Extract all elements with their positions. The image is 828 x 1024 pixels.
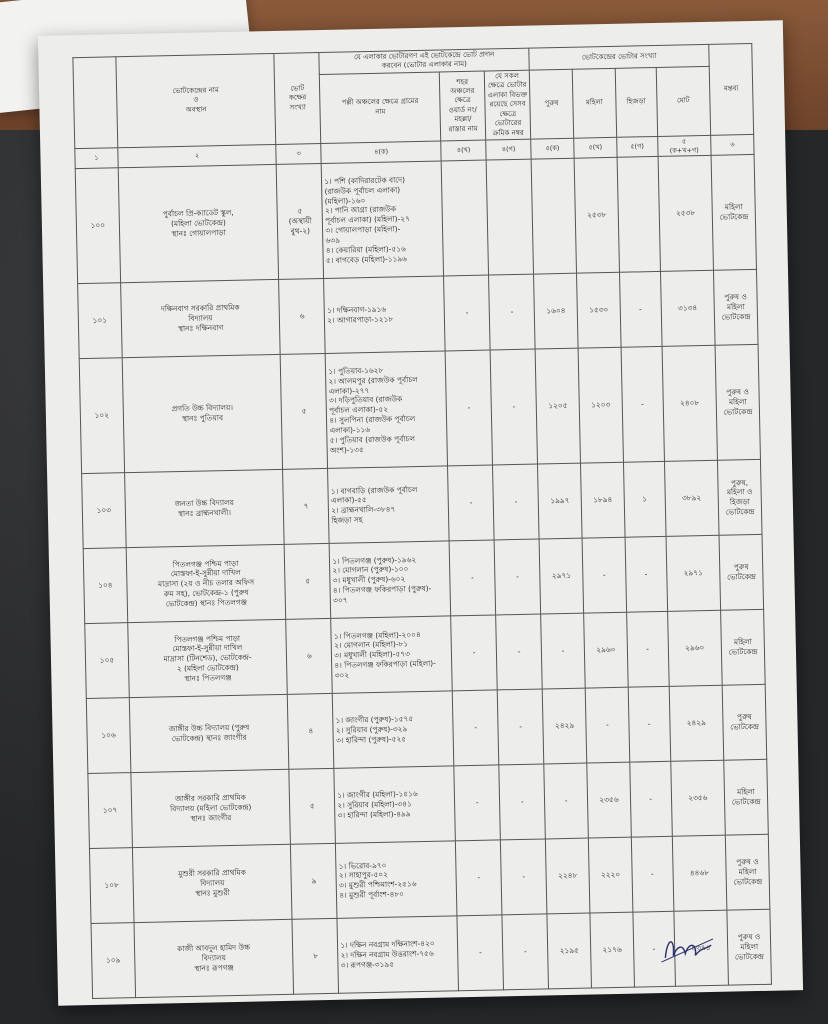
- row-other: -: [490, 350, 537, 466]
- row-hijra: -: [631, 837, 673, 913]
- row-female: ১৫৩০: [577, 273, 621, 349]
- polling-station-table: [72, 43, 772, 1000]
- row-female: ২৩৫৬: [587, 763, 631, 839]
- row-center-name: পিতলগঞ্জ পশ্চিম পাড়া মোস্তফা-ই-সুন্নীয়া দাখিল মাদ্রাসা (টিনশেড), ভোটকেন্দ্র- ২ (মহিলা ভোটকেন্দ্র) স্থানঃ পিতলগঞ্জ: [128, 620, 288, 698]
- header-male: পুরুষ: [529, 69, 573, 139]
- row-total: ৩৮৯২: [664, 461, 719, 537]
- row-female: ২৯৬০: [584, 613, 628, 689]
- table-row: [86, 685, 766, 774]
- row-remarks: পুরুষ ভোটকেন্দ্র: [719, 535, 763, 611]
- row-remarks: পুরুষ ভোটকেন্দ্র: [722, 685, 766, 761]
- header-hijra: হিজড়া: [615, 67, 657, 137]
- row-urban: -: [452, 690, 499, 766]
- col-number: ১: [75, 148, 118, 169]
- col-number: ৩: [276, 143, 321, 164]
- row-villages: ১। দক্ষিনবাগ-১৯১৬ ২। আগারপাড়া-১২১৮: [324, 276, 445, 353]
- row-remarks: পুরুষ ও মহিলা ভোটকেন্দ্র: [725, 835, 769, 911]
- table-row: [79, 345, 760, 474]
- row-total: ২৯৬০: [667, 611, 722, 687]
- header-remarks: মন্তব্য: [709, 43, 754, 135]
- row-villages: ১। জাংগীর (পুরুষ)-১৫৭৫ ২। সুরিয়াব (পুরুষ)-৩২৯ ৩। হারিন্দা (পুরুষ)-৫২৫: [333, 691, 454, 768]
- row-serial: ১০৫: [85, 623, 129, 699]
- header-rural: পল্লী অঞ্চলের ক্ষেত্রে গ্রামের নাম: [320, 72, 441, 144]
- row-hijra: -: [619, 272, 661, 348]
- row-serial: ১০৭: [88, 773, 132, 849]
- row-female: ২৫৩৮: [574, 158, 619, 274]
- row-center-name: দক্ষিনবাগ সরকারি প্রাথমিক বিদ্যালয় স্থানঃ দক্ষিনবাগ: [120, 280, 280, 358]
- row-villages: ১। বাগবাড়ি (রাজউক পূর্বাচল এলাকা)-৫৫ ২। ব্রাহ্মনখালি-৩৮৪৭ হিজড়া সহ: [328, 466, 449, 543]
- header-area-group: যে এলাকার ভোটারগণ এই ভোটকেন্দ্রে ভোট প্রদান করবেন (ভোটার এলাকার নাম): [319, 48, 529, 74]
- row-center-name: প্রগতি উচ্চ বিদ্যালয়। স্থানঃ পুতিয়াব: [122, 355, 283, 473]
- row-serial: ১০৯: [91, 923, 135, 999]
- row-center-name: জনতা উচ্চ বিদ্যালয় স্থানঃ ব্রাহ্মনখালী।: [124, 470, 284, 548]
- row-serial: ১০১: [78, 283, 122, 359]
- row-urban: -: [451, 615, 498, 691]
- row-male: ২১৯৫: [547, 914, 591, 990]
- row-booth-count: ৬: [286, 619, 333, 695]
- col-number: ৪(গ): [486, 139, 531, 160]
- row-male: ২৪২৯: [542, 689, 586, 765]
- row-other: -: [493, 465, 540, 541]
- row-male: [531, 159, 576, 275]
- row-booth-count: ৫ (অস্থায়ী বুথ-২): [276, 164, 323, 280]
- row-male: ২৯৭১: [539, 539, 583, 615]
- row-urban: -: [454, 765, 501, 841]
- row-urban: -: [444, 275, 491, 351]
- row-male: -: [544, 764, 588, 840]
- row-female: -: [582, 538, 626, 614]
- row-urban: [441, 161, 488, 277]
- col-number: ২: [118, 144, 277, 168]
- header-female: মহিলা: [572, 68, 616, 138]
- row-hijra: -: [626, 612, 668, 688]
- row-urban: -: [448, 465, 495, 541]
- row-serial: ১০৩: [82, 473, 126, 549]
- header-center-name: ভোটকেন্দ্রের নাম ও অবস্থান: [116, 53, 276, 147]
- row-other: -: [496, 614, 543, 690]
- row-female: ১৮৯৪: [581, 463, 625, 539]
- row-villages: ১। ভিরোব-৯৭০ ২। সাহাপুর-৫০২ ৩। মুশুরী পশ্চিমাংশ-২৫১৬ ৪। মুশুরী পূর্বাংশ-৪৮০: [336, 841, 457, 918]
- row-male: ১৬০৪: [534, 274, 578, 350]
- table-row: [88, 760, 768, 849]
- table-row: [75, 155, 756, 284]
- row-female: ১২০৩: [578, 348, 623, 464]
- row-total: ২৫৩৮: [658, 156, 714, 272]
- header-other: যে সকল ক্ষেত্রে ভোটার এলাকা বিভক্ত রয়েছে সেসব ক্ষেত্রে ভোটারের ক্রমিক নম্বর: [484, 70, 530, 140]
- row-hijra: -: [621, 347, 664, 463]
- header-serial: [73, 57, 118, 149]
- table-row: [78, 270, 758, 359]
- row-total: ৩১৩৪: [660, 271, 715, 347]
- row-hijra: -: [630, 762, 672, 838]
- row-villages: ১। পশি (কাদিরারটেক বাদে) (রাজউক পূর্বাচল এলাকা) (মহিলা)-১৬০ ২। পানি আগ্রা (রাজউক পূর্বাচল এলাকা) (মহিলা)-২৭ ৩। গোয়ালপাড়া (মহিলা)- ৬৩৯ ৪। কেয়ারিয়া (মহিলা)-৫১৬ ৫। বাগবেড় (মহিলা)-১১৯৬: [321, 161, 443, 278]
- row-total: ২৩৫৬: [670, 761, 725, 837]
- row-booth-count: ৫: [280, 354, 327, 470]
- row-male: ২২৪৮: [546, 839, 590, 915]
- row-hijra: -: [633, 912, 675, 988]
- row-remarks: মহিলা ভোটকেন্দ্র: [724, 760, 768, 836]
- row-urban: -: [449, 540, 496, 616]
- row-booth-count: ৮: [292, 919, 339, 995]
- row-booth-count: ৪: [288, 694, 335, 770]
- row-remarks: পুরুষ ও মহিলা ভোটকেন্দ্র: [715, 345, 760, 461]
- row-serial: ১০৬: [86, 698, 130, 774]
- row-villages: ১। জাংগীর (মহিলা)-১৫১৬ ২। সুরিয়াব (মহিলা)-৩৪১ ৩। হারিন্দা (মহিলা)-৪৯৯: [334, 766, 455, 843]
- row-other: -: [497, 689, 544, 765]
- header-urban: শহর অঞ্চলের ক্ষেত্রে ওয়ার্ড নং/ মহল্লা/ রাস্তার নাম: [439, 71, 485, 141]
- row-male: ১৯৯৭: [538, 464, 582, 540]
- row-remarks: পুরুষ, মহিলা ও হিজড়া ভোটকেন্দ্র: [718, 460, 762, 536]
- row-other: -: [502, 914, 549, 990]
- row-center-name: পুর্বাচল প্রি-ক্যাডেট স্কুল, (মহিলা ভোটকেন্দ্র) স্থানঃ গোয়ালপাড়া: [118, 165, 279, 283]
- table-row: [82, 460, 762, 549]
- row-female: -: [585, 688, 629, 764]
- row-hijra: -: [628, 687, 670, 763]
- col-number: ৪(খ): [441, 140, 486, 161]
- row-center-name: মুশুরী সরকারি প্রাথমিক বিদ্যালয় স্থানঃ মুশুরী: [132, 845, 292, 923]
- row-remarks: পুরুষ ও মহিলা ভোটকেন্দ্র: [727, 910, 771, 986]
- row-total: ২৪০৮: [662, 346, 718, 462]
- row-urban: -: [445, 350, 492, 466]
- col-number: ৪(ক): [321, 141, 441, 164]
- table-row: [85, 610, 765, 699]
- row-booth-count: ৬: [279, 279, 326, 355]
- row-villages: ১। পিতলগঞ্জ (পুরুষ)-১৯৬২ ২। মোগলান (পুরুষ)-১০০ ৩। মধুখালী (পুরুষ)-৬০২ ৪। পিতলগঞ্জ ফকিরপাড়া (পুরুষ)- ৩০৭: [329, 541, 450, 618]
- row-total: ২৯৭১: [666, 536, 721, 612]
- row-other: -: [501, 839, 548, 915]
- col-number: ৫ (ক+খ+গ): [657, 135, 711, 157]
- row-booth-count: ৭: [283, 469, 330, 545]
- document-sheet: [38, 20, 803, 1005]
- row-center-name: কাজী আবদুল হামিদ উচ্চ বিদ্যালয় স্থানঃ রূপগঞ্জ: [134, 920, 294, 998]
- row-female: ২১৭৬: [590, 913, 634, 989]
- handwritten-signature: [657, 927, 718, 968]
- col-number: ৫(গ): [617, 136, 658, 157]
- row-remarks: মহিলা ভোটকেন্দ্র: [711, 155, 756, 271]
- row-hijra: ১: [623, 462, 665, 538]
- table-row: [83, 535, 763, 624]
- row-other: -: [494, 539, 541, 615]
- row-urban: -: [457, 915, 504, 991]
- col-number: ৫(ক): [531, 138, 574, 159]
- row-hijra: [617, 157, 660, 273]
- header-booth-count: ভোট কক্ষের সংখ্যা: [274, 53, 321, 145]
- col-number: ৬: [711, 134, 754, 155]
- row-total: ৪৩৭১: [673, 911, 728, 987]
- row-other: -: [499, 764, 546, 840]
- row-remarks: মহিলা ভোটকেন্দ্র: [721, 610, 765, 686]
- row-other: -: [489, 275, 536, 351]
- header-voter-group: ভোটকেন্দ্রের ভোটার সংখ্যা: [529, 44, 709, 70]
- row-villages: ১। পিতলগঞ্জ (মহিলা)-২০০৪ ২। মোগলান (মহিলা)-৮১ ৩। মধুখালী (মহিলা)-৫৭৩ ৪। পিতলগঞ্জ ফকিরপাড়া (মহিলা)- ৩০২: [331, 616, 452, 693]
- row-serial: ১০৪: [83, 548, 127, 624]
- row-center-name: পিতলগঞ্জ পশ্চিম পাড়া মোস্তফা-ই-সুন্নীয়া দাখিল মাদ্রাসা (২য় ও নীচ তলার অফিস রুম সহ), ভোটকেন্দ্র-১ (পুরুষ ভোটকেন্দ্র) স্থানঃ পিতলগঞ্জ: [126, 545, 286, 623]
- row-booth-count: ৫: [289, 769, 336, 845]
- row-hijra: -: [625, 537, 667, 613]
- row-remarks: পুরুষ ও মহিলা ভোটকেন্দ্র: [714, 270, 758, 346]
- row-male: -: [541, 614, 585, 690]
- row-serial: ১০২: [79, 358, 124, 474]
- row-villages: ১। পুতিয়াব-১৬২৮ ২। আলমপুর (রাজউক পূর্বাচল এলাকা)-২৭৭ ৩। দড়িপুতিয়াব (রাজউক পূর্বাচল এলাকা)-৫২ ৪। সুলপিনা (রাজউক পূর্বাচল এলাকা)-১১৬ ৫। পুতিয়াব (রাজউক পূর্বাচল অংশ)-১৩৫: [325, 351, 447, 468]
- row-center-name: জাঙ্গীর উচ্চ বিদ্যালয় (পুরুষ ভোটকেন্দ্র) স্থানঃ জাংগীর: [129, 695, 289, 773]
- row-serial: ১০০: [75, 168, 120, 284]
- table-row: [89, 835, 769, 924]
- row-female: ২২২০: [588, 838, 632, 914]
- row-villages: ১। দক্ষিন নবগ্রাম দক্ষিনাংশ-৪২০ ২। দক্ষিন নবগ্রাম উত্তরাংশ-৭৫৬ ৩। রূপগঞ্জ-৩১৯৫: [337, 916, 458, 993]
- header-total: মোট: [656, 66, 711, 136]
- row-total: ৪৪৬৮: [672, 836, 727, 912]
- row-serial: ১০৮: [89, 848, 133, 924]
- col-number: ৫(খ): [574, 137, 617, 158]
- row-center-name: জাঙ্গীর সরকারি প্রাথমিক বিদ্যালয় (মহিলা ভোটকেন্দ্র) স্থানঃ জাংগীর: [131, 770, 291, 848]
- row-urban: -: [456, 840, 503, 916]
- row-male: ১২০৫: [535, 349, 580, 465]
- row-other: [486, 160, 533, 276]
- row-booth-count: ৫: [284, 544, 331, 620]
- row-total: ২৪২৯: [669, 686, 724, 762]
- row-booth-count: ৯: [291, 844, 338, 920]
